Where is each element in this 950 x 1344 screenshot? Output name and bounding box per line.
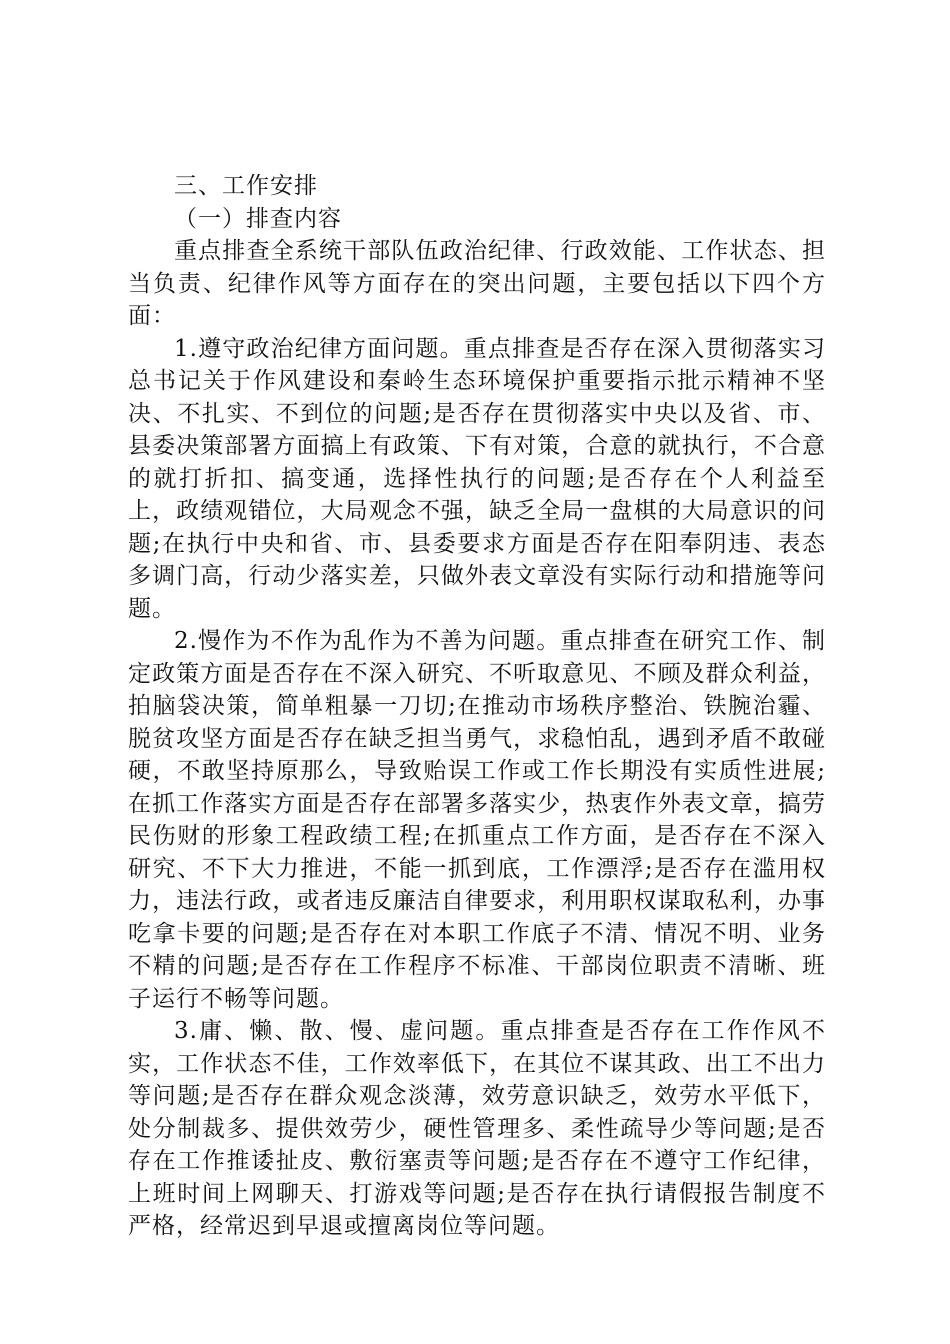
item-paragraph-3: 3.庸、懒、散、慢、虚问题。重点排查是否存在工作作风不实，工作状态不佳，工作效率低下，在其位不谋其政、出工不出力等问题;是否存在群众观念淡薄，效劳意识缺乏，效劳水平低下，处分制裁多、提供效劳少，硬性管理多、柔性疏导少等问题;是否存在工作推诿扯皮、敷衍塞责等问题;是否存在不遵守工作纪律，上班时间上网聊天、打游戏等问题;是否存在执行请假报告制度不严格，经常迟到早退或擅离岗位等问题。 (128, 1018, 826, 1239)
document-body (128, 170, 826, 1243)
intro-paragraph: 重点排查全系统干部队伍政治纪律、行政效能、工作状态、担当负责、纪律作风等方面存在的突出问题，主要包括以下四个方面： (128, 238, 826, 329)
item-paragraph-2: 2.慢作为不作为乱作为不善为问题。重点排查在研究工作、制定政策方面是否存在不深入研究、不听取意见、不顾及群众利益，拍脑袋决策，简单粗暴一刀切;在推动市场秩序整治、铁腕治霾、脱贫攻坚方面是否存在缺乏担当勇气，求稳怕乱，遇到矛盾不敢碰硬，不敢坚持原那么，导致贻误工作或工作长期没有实质性进展;在抓工作落实方面是否存在部署多落实少，热衷作外表文章，搞劳民伤财的形象工程政绩工程;在抓重点工作方面，是否存在不深入研究、不下大力推进，不能一抓到底，工作漂浮;是否存在滥用权力，违法行政，或者违反廉洁自律要求，利用职权谋取私利，办事吃拿卡要的问题;是否存在对本职工作底子不清、情况不明、业务不精的问题;是否存在工作程序不标准、干部岗位职责不清晰、班子运行不畅等问题。 (128, 628, 826, 1012)
subsection-title: （一）排查内容 (174, 205, 342, 232)
section-title: 三、工作安排 (174, 173, 318, 199)
item-paragraph-1: 1.遵守政治纪律方面问题。重点排查是否存在深入贯彻落实习总书记关于作风建设和秦岭生态环境保护重要指示批示精神不坚决、不扎实、不到位的问题;是否存在贯彻落实中央以及省、市、县委决策部署方面搞上有政策、下有对策，合意的就执行，不合意的就打折扣、搞变通，选择性执行的问题;是否存在个人利益至上，政绩观错位，大局观念不强，缺乏全局一盘棋的大局意识的问题;在执行中央和省、市、县委要求方面是否存在阳奉阴违、表态多调门高，行动少落实差，只做外表文章没有实际行动和措施等问题。 (128, 335, 826, 622)
